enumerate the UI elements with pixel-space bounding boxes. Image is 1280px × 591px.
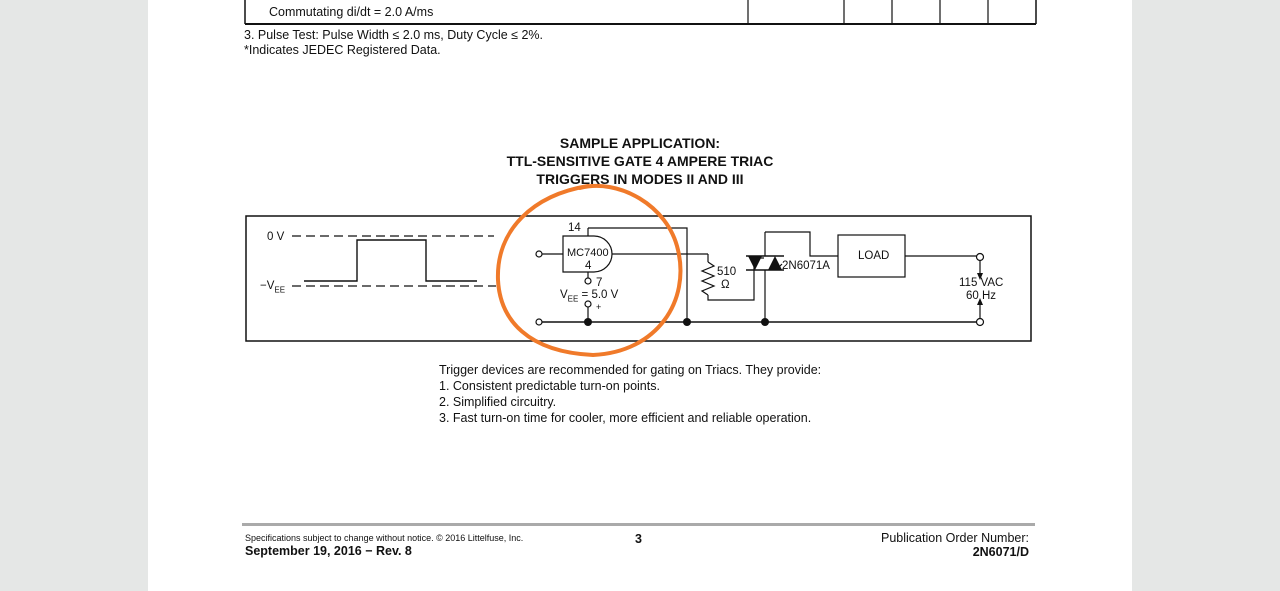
junction-dot [683,318,691,326]
description-intro: Trigger devices are recommended for gating on Triacs. They provide: [439,363,822,377]
label-0v: 0 V [267,231,285,243]
description-item-3: 3. Fast turn-on time for cooler, more efficient and reliable operation. [439,411,812,425]
page-number: 3 [635,532,642,546]
footer-rule [242,523,1035,526]
label-vee-prefix: −V [260,280,275,292]
description-item-2: 2. Simplified circuitry. [439,395,557,409]
supply-v: V [560,289,568,301]
ac-voltage-label: 115 VAC [959,277,1004,289]
junction-dot [584,318,592,326]
pin-7-label: 7 [596,277,603,289]
title-line-3: TRIGGERS IN MODES II AND III [536,171,744,187]
note-pulse-test: 3. Pulse Test: Pulse Width ≤ 2.0 ms, Duty Cycle ≤ 2%. [244,28,544,42]
pin-4-label: 4 [585,260,592,272]
triac-symbol [748,256,762,270]
resistor-unit: Ω [721,279,730,291]
triac-label: 2N6071A [782,260,830,272]
ac-terminal-bottom [977,319,984,326]
pub-order-number: 2N6071/D [972,545,1029,559]
description-item-1: 1. Consistent predictable turn-on points. [439,379,660,393]
plus-label: + [596,302,602,312]
ac-terminal-top [977,254,984,261]
pub-order-label: Publication Order Number: [881,531,1029,545]
supply-value: = 5.0 V [578,289,619,301]
load-label: LOAD [858,250,890,262]
input-terminal [536,251,542,257]
document-page [148,0,1132,591]
ground-input-terminal [536,319,542,325]
ac-frequency-label: 60 Hz [966,290,997,302]
label-vee-sub: EE [274,285,286,295]
title-line-1: SAMPLE APPLICATION: [559,135,721,151]
supply-sub: EE [567,294,579,304]
resistor-symbol [702,262,714,295]
footer-date-rev: September 19, 2016 − Rev. 8 [245,544,412,558]
pin-7-terminal [585,278,591,284]
pulse-waveform [304,240,477,281]
junction-dot [761,318,769,326]
ic-label: MC7400 [567,247,609,259]
circuit-diagram [148,0,1132,360]
title-line-2: TTL-SENSITIVE GATE 4 AMPERE TRIAC [506,153,774,169]
supply-label [560,288,618,306]
note-jedec: *Indicates JEDEC Registered Data. [244,43,441,57]
footer-disclaimer: Specifications subject to change without notice. © 2016 Littelfuse, Inc. [245,533,524,543]
pin-14-label: 14 [568,222,581,234]
label-vee [260,279,285,297]
table-row-text: Commutating di/dt = 2.0 A/ms [269,5,434,19]
resistor-value: 510 [717,266,737,278]
